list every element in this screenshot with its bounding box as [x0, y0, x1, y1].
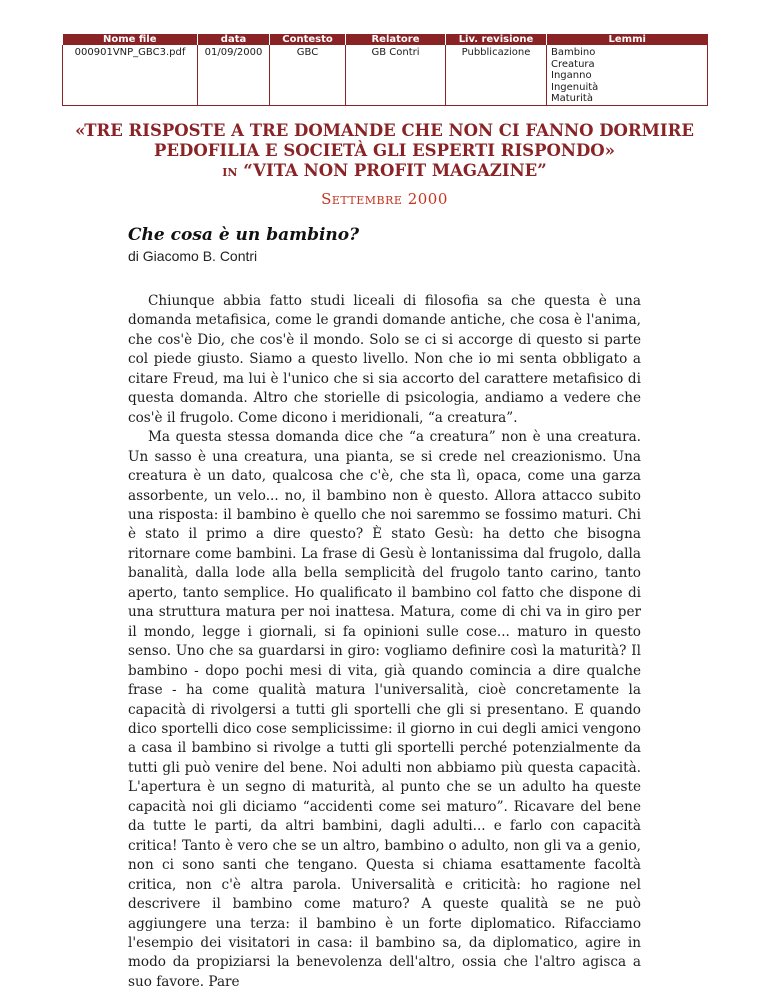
lemma-item: Maturità — [551, 93, 593, 104]
publication-date: Settembre 2000 — [321, 190, 448, 208]
lemma-item: Inganno — [551, 70, 592, 81]
lemma-item: Creatura — [551, 58, 595, 70]
header-context: Contesto — [270, 34, 346, 45]
magazine-name: “VITA NON PROFIT MAGAZINE” — [243, 161, 547, 180]
title-prefix: IN — [222, 166, 238, 179]
metadata-header-row — [63, 34, 708, 45]
paragraph: Chiunque abbia fatto studi liceali di filosofia sa che questa è una domanda metafisica, come le grandi domande antiche, che cosa è l'anima, che cos'è Dio, che cos'è il mondo. Solo se ci si accorge di questo si parte col piede giusto. Siamo a questo livello. Non che io mi senta obbligato a citare Freud, ma lui è l'unico che si sia accorto del carattere metafisico di questa domanda. Altro che storielle di psicologia, andiamo a vedere che cos'è il frugolo. Come dicono i meridionali, “a creatura”. — [128, 293, 641, 426]
header-filename: Nome file — [63, 34, 198, 45]
title-line-2: PEDOFILIA E SOCIETÀ GLI ESPERTI RISPONDO» — [154, 141, 615, 160]
title-line-1: «TRE RISPOSTE A TRE DOMANDE CHE NON CI FANNO DORMIRE — [75, 121, 694, 140]
context-value: GBC — [270, 45, 346, 106]
lemma-item: Bambino — [551, 47, 596, 58]
lemma-item: Ingenuità — [551, 81, 599, 93]
article-body — [128, 292, 641, 992]
article-author: di Giacomo B. Contri — [128, 248, 258, 264]
header-revision: Liv. revisione — [446, 34, 547, 45]
lemmi-list — [547, 45, 708, 106]
metadata-value-row — [63, 45, 708, 106]
article-question: Che cosa è un bambino? — [128, 225, 360, 245]
header-lemmi: Lemmi — [547, 34, 708, 45]
revision-value: Pubblicazione — [446, 45, 547, 106]
metadata-table — [62, 34, 708, 106]
header-speaker: Relatore — [346, 34, 446, 45]
date-value: 01/09/2000 — [198, 45, 270, 106]
speaker-value: GB Contri — [346, 45, 446, 106]
paragraph: Ma questa stessa domanda dice che “a creatura” non è una creatura. Un sasso è una creatura, una pianta, se si crede nel creazionismo. Una creatura è un dato, qualcosa che c'è, che sta lì, opaca, come una garza assorbente, un velo... no, il bambino non è questo. Allora attacco subito una risposta: il bambino è quello che noi saremmo se fossimo maturi. Chi è stato il primo a dire questo? È stato Gesù: ha detto che bisogna ritornare come bambini. La frase di Gesù è lontanissima dal frugolo, dalla banalità, dalla lode alla bella semplicità del frugolo tanto carino, tanto aperto, tanto semplice. Ho qualificato il bambino col fatto che dispone di una struttura matura per noi inattesa. Matura, come di chi va in giro per il mondo, legge i giornali, si fa opinioni sulle cose... maturo in questo senso. Uno che sa guardarsi in giro: vogliamo definire così la maturità? Il bambino - dopo pochi mesi di vita, già quando comincia a dire qualche frase - ha come qualità matura l'universalità, cioè concretamente la capacità di rivolgersi a tutti gli sportelli che gli si presentano. E quando dico sportelli dico cose semplicissime: il giorno in cui degli amici vengono a casa il bambino si rivolge a tutti gli sportelli perché potenzialmente da tutti gli può venire del bene. Noi adulti non abbiamo più questa capacità. L'apertura è un segno di maturità, al punto che se un adulto ha queste capacità noi gli diciamo “accidenti come sei maturo”. Ricavare del bene da tutte le parti, da altri bambini, dagli adulti... e farlo con capacità critica! Tanto è vero che se un altro, bambino o adulto, non gli va a genio, non ci sono santi che tengano. Questa si chiama esattamente facoltà critica, non c'è altra parola. Universalità e criticità: ho ragione nel descrivere il bambino come maturo? A queste qualità se ne può aggiungere una terza: il bambino è un forte diplomatico. Rifacciamo l'esempio dei visitatori in casa: il bambino sa, da diplomatico, agire in modo da propiziarsi la benevolenza dell'altro, ossia che l'altro agisca a suo favore. Pare — [128, 429, 641, 990]
filename-value: 000901VNP_GBC3.pdf — [63, 45, 198, 106]
title-line-3 — [62, 161, 707, 183]
header-date: data — [198, 34, 270, 45]
